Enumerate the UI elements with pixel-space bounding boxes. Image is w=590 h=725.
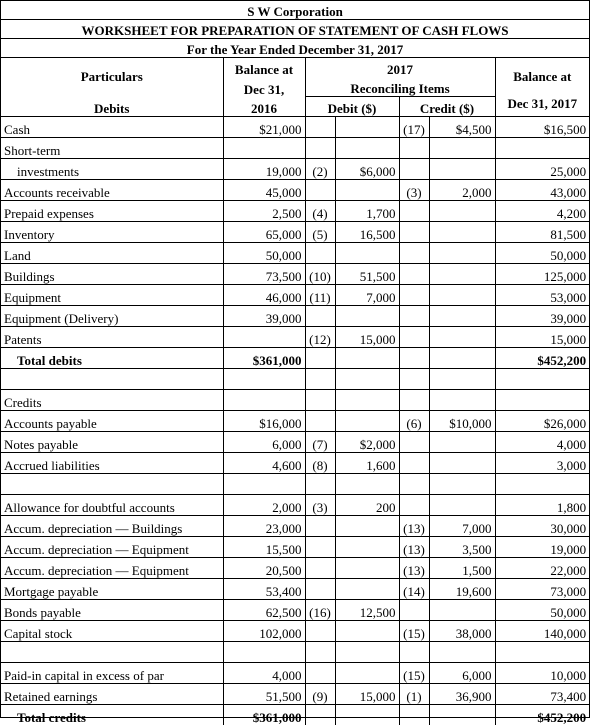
debit-ref-cell [305,243,335,264]
credit-ref-cell [399,432,429,453]
balance-2016-cell: 6,000 [223,432,305,453]
credit-ref-cell: (13) [399,516,429,537]
credit-amount-cell: 3,500 [429,537,495,558]
debit-amount-cell [335,180,399,201]
debit-ref-cell [305,516,335,537]
blank-cell [335,474,399,495]
credit-ref-cell: (14) [399,579,429,600]
debit-ref-cell: (9) [305,684,335,705]
balance-2016-cell: 73,500 [223,264,305,285]
credit-amount-cell: 36,900 [429,684,495,705]
row-label: Total debits [1,348,223,369]
credit-ref-cell: (15) [399,663,429,684]
debit-header: Debit ($) [305,97,399,117]
balance-2017-cell: 10,000 [495,663,589,684]
row-label: Inventory [1,222,223,243]
blank-cell [305,390,335,411]
blank-cell [223,390,305,411]
period-title: For the Year Ended December 31, 2017 [1,39,589,58]
blank-cell [335,642,399,663]
balance-2017-cell: 50,000 [495,243,589,264]
credits-section-header: Credits [1,390,223,411]
credit-ref-cell [399,159,429,180]
credit-amount-cell: 1,500 [429,558,495,579]
balance-2017-cell: 25,000 [495,159,589,180]
row-label: Notes payable [1,432,223,453]
debit-amount-cell [335,348,399,369]
debit-ref-cell [305,348,335,369]
row-label: Allowance for doubtful accounts [1,495,223,516]
balance-2017-cell [495,138,589,159]
credit-amount-cell [429,432,495,453]
table-row [1,117,589,138]
debit-amount-cell: 200 [335,495,399,516]
credit-amount-cell [429,222,495,243]
balance-2017-cell: 125,000 [495,264,589,285]
debit-ref-cell: (5) [305,222,335,243]
debit-ref-cell [305,558,335,579]
credit-amount-cell [429,138,495,159]
blank-cell [429,642,495,663]
credit-amount-cell [429,453,495,474]
row-label: Capital stock [1,621,223,642]
table-row [1,411,589,432]
blank-cell [223,642,305,663]
table-row [1,705,589,725]
balance-2017-cell: $452,200 [495,348,589,369]
balance-2017-cell: $16,500 [495,117,589,138]
debit-amount-cell [335,705,399,725]
credit-amount-cell: 19,600 [429,579,495,600]
balance-2016-cell: $361,000 [223,705,305,725]
row-label: Prepaid expenses [1,201,223,222]
debit-ref-cell: (11) [305,285,335,306]
balance-2017-cell: 4,000 [495,432,589,453]
debit-ref-cell [305,138,335,159]
credit-amount-cell [429,201,495,222]
balance-2016-cell: $21,000 [223,117,305,138]
blank-cell [495,642,589,663]
blank-cell [399,474,429,495]
credit-ref-cell [399,138,429,159]
blank-cell [399,369,429,390]
debit-amount-cell [335,306,399,327]
balance-2016-cell: 15,500 [223,537,305,558]
balance-2017-cell: $452,200 [495,705,589,725]
balance-2016-cell: 102,000 [223,621,305,642]
credit-ref-cell: (3) [399,180,429,201]
table-row [1,390,589,411]
debit-ref-cell: (7) [305,432,335,453]
table-row [1,348,589,369]
blank-cell [305,369,335,390]
debit-amount-cell: 51,500 [335,264,399,285]
balance-2016-cell [223,138,305,159]
balance-2016-cell: 51,500 [223,684,305,705]
row-label: Paid-in capital in excess of par [1,663,223,684]
credit-amount-cell: 2,000 [429,180,495,201]
debit-amount-cell: 16,500 [335,222,399,243]
credit-header: Credit ($) [399,97,495,117]
debit-amount-cell [335,579,399,600]
balance-2016-cell: $16,000 [223,411,305,432]
balance-2016-cell: 19,000 [223,159,305,180]
balance-2016-cell: $361,000 [223,348,305,369]
debit-ref-cell [305,621,335,642]
year-header: 2017 [305,58,495,78]
credit-ref-cell [399,264,429,285]
row-label: Mortgage payable [1,579,223,600]
balance-2016-cell: 53,400 [223,579,305,600]
debit-ref-cell [305,705,335,725]
debit-amount-cell: 1,600 [335,453,399,474]
balance-2016-cell [223,327,305,348]
credit-amount-cell: 6,000 [429,663,495,684]
debit-amount-cell [335,558,399,579]
worksheet-table [1,1,589,725]
balance-2017-cell: 73,000 [495,579,589,600]
balance-2016-cell: 2,500 [223,201,305,222]
balance-2017-cell: 140,000 [495,621,589,642]
debit-amount-cell: 12,500 [335,600,399,621]
credit-ref-cell [399,348,429,369]
credit-ref-cell: (1) [399,684,429,705]
table-row [1,327,589,348]
table-row [1,621,589,642]
blank-cell [399,390,429,411]
row-label: Buildings [1,264,223,285]
balance-2017-cell: 43,000 [495,180,589,201]
balance-2016-cell: 45,000 [223,180,305,201]
balance-2017-cell: 73,400 [495,684,589,705]
blank-cell [495,474,589,495]
credit-ref-cell [399,453,429,474]
debit-ref-cell: (3) [305,495,335,516]
debit-ref-cell: (12) [305,327,335,348]
credit-amount-cell: $4,500 [429,117,495,138]
credit-amount-cell [429,348,495,369]
debit-ref-cell: (2) [305,159,335,180]
credit-amount-cell [429,159,495,180]
debit-ref-cell [305,117,335,138]
balance-2017-cell: $26,000 [495,411,589,432]
debit-ref-cell [305,663,335,684]
table-row [1,558,589,579]
credit-ref-cell [399,201,429,222]
row-label: Retained earnings [1,684,223,705]
table-row [1,159,589,180]
row-label: investments [1,159,223,180]
row-label: Equipment [1,285,223,306]
table-row [1,663,589,684]
debit-amount-cell [335,537,399,558]
debit-ref-cell [305,579,335,600]
balance-2016-cell: 4,000 [223,663,305,684]
table-row [1,243,589,264]
credit-amount-cell: 7,000 [429,516,495,537]
row-label: Accum. depreciation — Equipment [1,558,223,579]
balance-2017-cell: 53,000 [495,285,589,306]
balance-2017-cell: 22,000 [495,558,589,579]
balance-2017-cell: 81,500 [495,222,589,243]
credit-ref-cell [399,600,429,621]
credit-amount-cell [429,495,495,516]
credit-ref-cell [399,705,429,725]
debits-section-header: Debits [1,97,223,117]
table-row [1,453,589,474]
credit-amount-cell [429,705,495,725]
debit-amount-cell [335,138,399,159]
blank-cell [429,390,495,411]
debit-ref-cell [305,537,335,558]
table-row [1,180,589,201]
table-row [1,600,589,621]
credit-amount-cell [429,327,495,348]
blank-row [1,642,589,663]
blank-cell [335,390,399,411]
balance-2017-cell: 15,000 [495,327,589,348]
debit-ref-cell: (16) [305,600,335,621]
balance-2017-cell: 1,800 [495,495,589,516]
balance-2017-cell: 50,000 [495,600,589,621]
debit-ref-cell: (4) [305,201,335,222]
debit-amount-cell [335,411,399,432]
debit-amount-cell: 1,700 [335,201,399,222]
worksheet-title: WORKSHEET FOR PREPARATION OF STATEMENT OF CASH FLOWS [1,20,589,39]
balance-open-header-2: Dec 31, [223,77,305,97]
blank-cell [429,369,495,390]
debit-amount-cell: 7,000 [335,285,399,306]
credit-ref-cell: (15) [399,621,429,642]
particulars-header: Particulars [1,58,223,97]
blank-cell [223,474,305,495]
table-row [1,579,589,600]
credit-amount-cell [429,306,495,327]
balance-2017-cell: 4,200 [495,201,589,222]
row-label: Accounts receivable [1,180,223,201]
reconciling-header: Reconciling Items [305,77,495,97]
table-row [1,285,589,306]
table-row [1,432,589,453]
blank-row [1,474,589,495]
debit-ref-cell: (10) [305,264,335,285]
balance-close-header-1: Balance at [495,58,589,97]
debit-amount-cell: $2,000 [335,432,399,453]
credit-amount-cell: $10,000 [429,411,495,432]
credit-amount-cell: 38,000 [429,621,495,642]
blank-cell [429,474,495,495]
blank-cell [305,642,335,663]
row-label: Short-term [1,138,223,159]
row-label: Total credits [1,705,223,725]
row-label: Equipment (Delivery) [1,306,223,327]
blank-cell [1,474,223,495]
row-label: Bonds payable [1,600,223,621]
table-row [1,684,589,705]
credit-ref-cell [399,306,429,327]
blank-cell [1,369,223,390]
balance-2016-cell: 62,500 [223,600,305,621]
debit-amount-cell [335,621,399,642]
balance-2016-cell: 65,000 [223,222,305,243]
table-row [1,138,589,159]
debit-ref-cell: (8) [305,453,335,474]
credit-ref-cell: (13) [399,558,429,579]
balance-2017-cell: 30,000 [495,516,589,537]
row-label: Land [1,243,223,264]
row-label: Patents [1,327,223,348]
table-row [1,201,589,222]
credit-amount-cell [429,285,495,306]
table-row [1,222,589,243]
balance-2016-cell: 39,000 [223,306,305,327]
balance-open-header-1: Balance at [223,58,305,78]
balance-2016-cell: 20,500 [223,558,305,579]
balance-2016-cell: 50,000 [223,243,305,264]
table-row [1,495,589,516]
table-row [1,306,589,327]
row-label: Cash [1,117,223,138]
company-name: S W Corporation [1,1,589,20]
blank-cell [223,369,305,390]
balance-2016-cell: 4,600 [223,453,305,474]
balance-2017-cell: 19,000 [495,537,589,558]
balance-2016-cell: 23,000 [223,516,305,537]
blank-cell [495,390,589,411]
table-row [1,516,589,537]
debit-ref-cell [305,411,335,432]
credit-ref-cell: (13) [399,537,429,558]
balance-2017-cell: 3,000 [495,453,589,474]
debit-amount-cell: $6,000 [335,159,399,180]
table-row [1,537,589,558]
row-label: Accum. depreciation — Buildings [1,516,223,537]
credit-ref-cell: (17) [399,117,429,138]
debit-ref-cell [305,306,335,327]
credit-amount-cell [429,600,495,621]
debit-amount-cell: 15,000 [335,327,399,348]
blank-cell [399,642,429,663]
credit-ref-cell [399,495,429,516]
balance-close-header-2: Dec 31, 2017 [495,97,589,117]
credit-ref-cell: (6) [399,411,429,432]
row-label: Accounts payable [1,411,223,432]
credit-ref-cell [399,222,429,243]
blank-cell [495,369,589,390]
row-label: Accrued liabilities [1,453,223,474]
credit-amount-cell [429,264,495,285]
blank-row [1,369,589,390]
balance-2016-cell: 2,000 [223,495,305,516]
debit-amount-cell: 15,000 [335,684,399,705]
credit-ref-cell [399,243,429,264]
table-row [1,264,589,285]
credit-ref-cell [399,285,429,306]
credit-ref-cell [399,327,429,348]
debit-amount-cell [335,243,399,264]
balance-open-header-3: 2016 [223,97,305,117]
row-label: Accum. depreciation — Equipment [1,537,223,558]
credit-amount-cell [429,243,495,264]
blank-cell [1,642,223,663]
debit-amount-cell [335,117,399,138]
balance-2016-cell: 46,000 [223,285,305,306]
debit-amount-cell [335,516,399,537]
debit-ref-cell [305,180,335,201]
balance-2017-cell: 39,000 [495,306,589,327]
debit-amount-cell [335,663,399,684]
blank-cell [335,369,399,390]
blank-cell [305,474,335,495]
